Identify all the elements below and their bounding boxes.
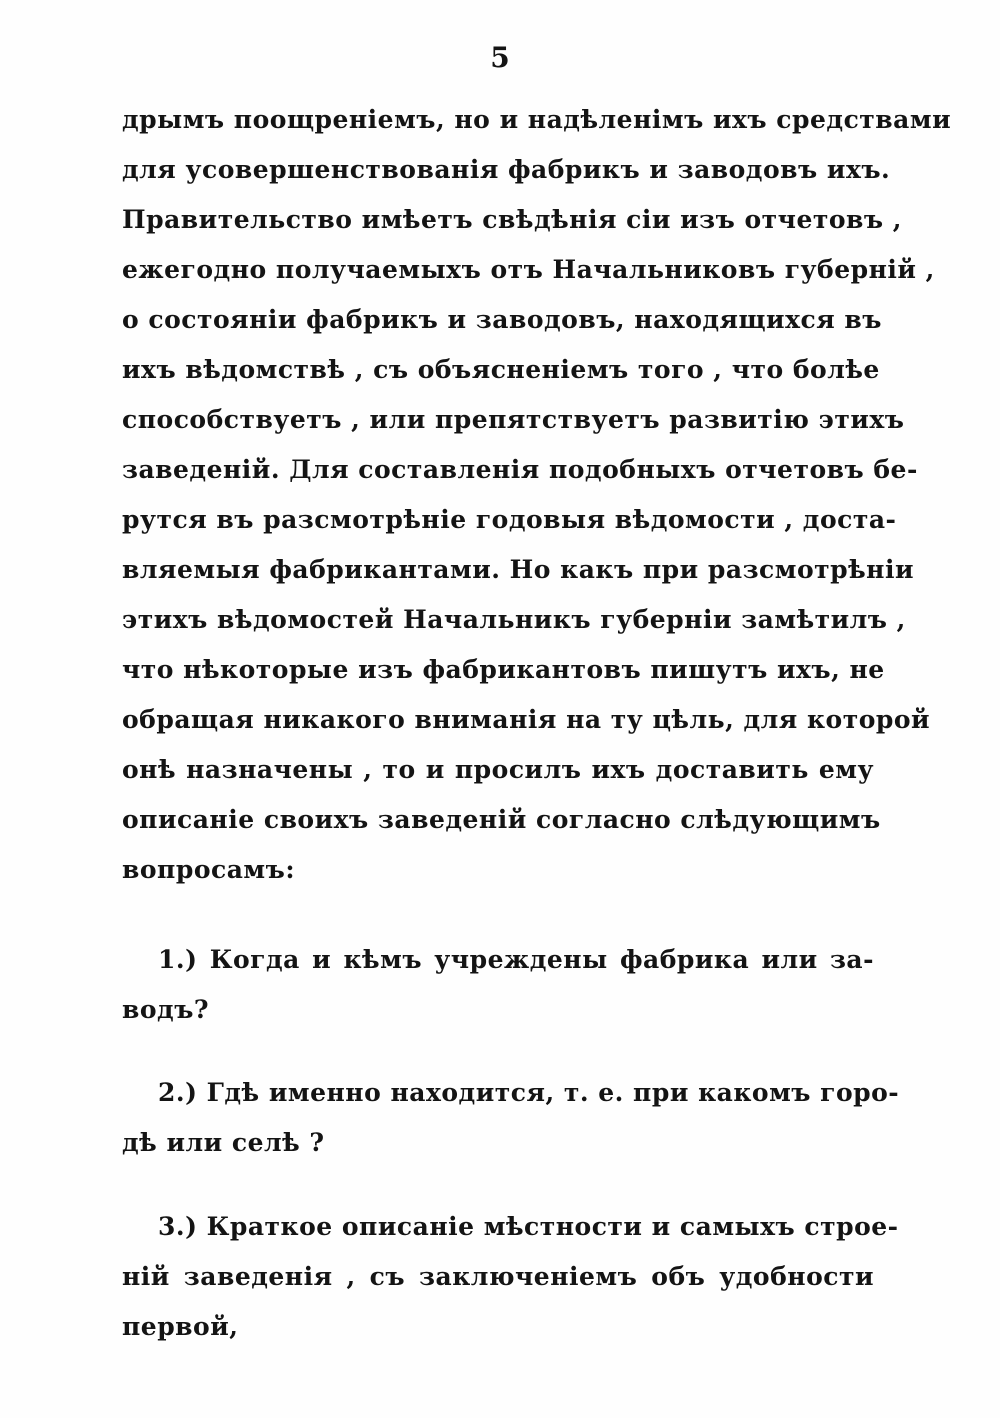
question-line: дѣ или селѣ ? — [122, 1128, 325, 1157]
question-line: первой, — [122, 1312, 239, 1341]
question-line: 3.) Краткое описаніе мѣстности и самыхъ строе- — [158, 1212, 899, 1241]
text-line: ежегодно получаемыхъ отъ Начальниковъ губерній , — [122, 255, 935, 284]
text-line: ихъ вѣдомствѣ , съ объясненіемъ того , что болѣе — [122, 355, 880, 384]
text-line: о состояніи фабрикъ и заводовъ, находящихся въ — [122, 305, 882, 334]
text-line: для усовершенствованія фабрикъ и заводовъ ихъ. — [122, 155, 891, 184]
text-line: дрымъ поощреніемъ, но и надѣленімъ ихъ средствами — [122, 105, 952, 134]
text-line: заведеній. Для составленія подобныхъ отчетовъ бе- — [122, 455, 918, 484]
text-line: что нѣкоторые изъ фабрикантовъ пишутъ ихъ, не — [122, 655, 885, 684]
text-line: этихъ вѣдомостей Начальникъ губерніи замѣтилъ , — [122, 605, 906, 634]
text-line: Правительство имѣетъ свѣдѣнія сіи изъ отчетовъ , — [122, 205, 902, 234]
text-line: онѣ назначены , то и просилъ ихъ доставить ему — [122, 755, 874, 784]
text-line: обращая никакого вниманія на ту цѣль, для которой — [122, 705, 931, 734]
question-line: водъ? — [122, 995, 210, 1024]
text-line: рутся въ разсмотрѣніе годовыя вѣдомости , доста- — [122, 505, 897, 534]
question-line: 1.) Когда и кѣмъ учреждены фабрика или за- — [158, 945, 874, 974]
text-line: вляемыя фабрикантами. Но какъ при разсмотрѣніи — [122, 555, 915, 584]
text-line: описаніе своихъ заведеній согласно слѣдующимъ — [122, 805, 881, 834]
question-line: 2.) Гдѣ именно находится, т. е. при какомъ горо- — [158, 1078, 900, 1107]
question-line: ній заведенія , съ заключеніемъ объ удобности — [122, 1262, 874, 1291]
text-line: способствуетъ , или препятствуетъ развитію этихъ — [122, 405, 905, 434]
page-number: 5 — [490, 41, 510, 74]
text-line: вопросамъ: — [122, 855, 296, 884]
